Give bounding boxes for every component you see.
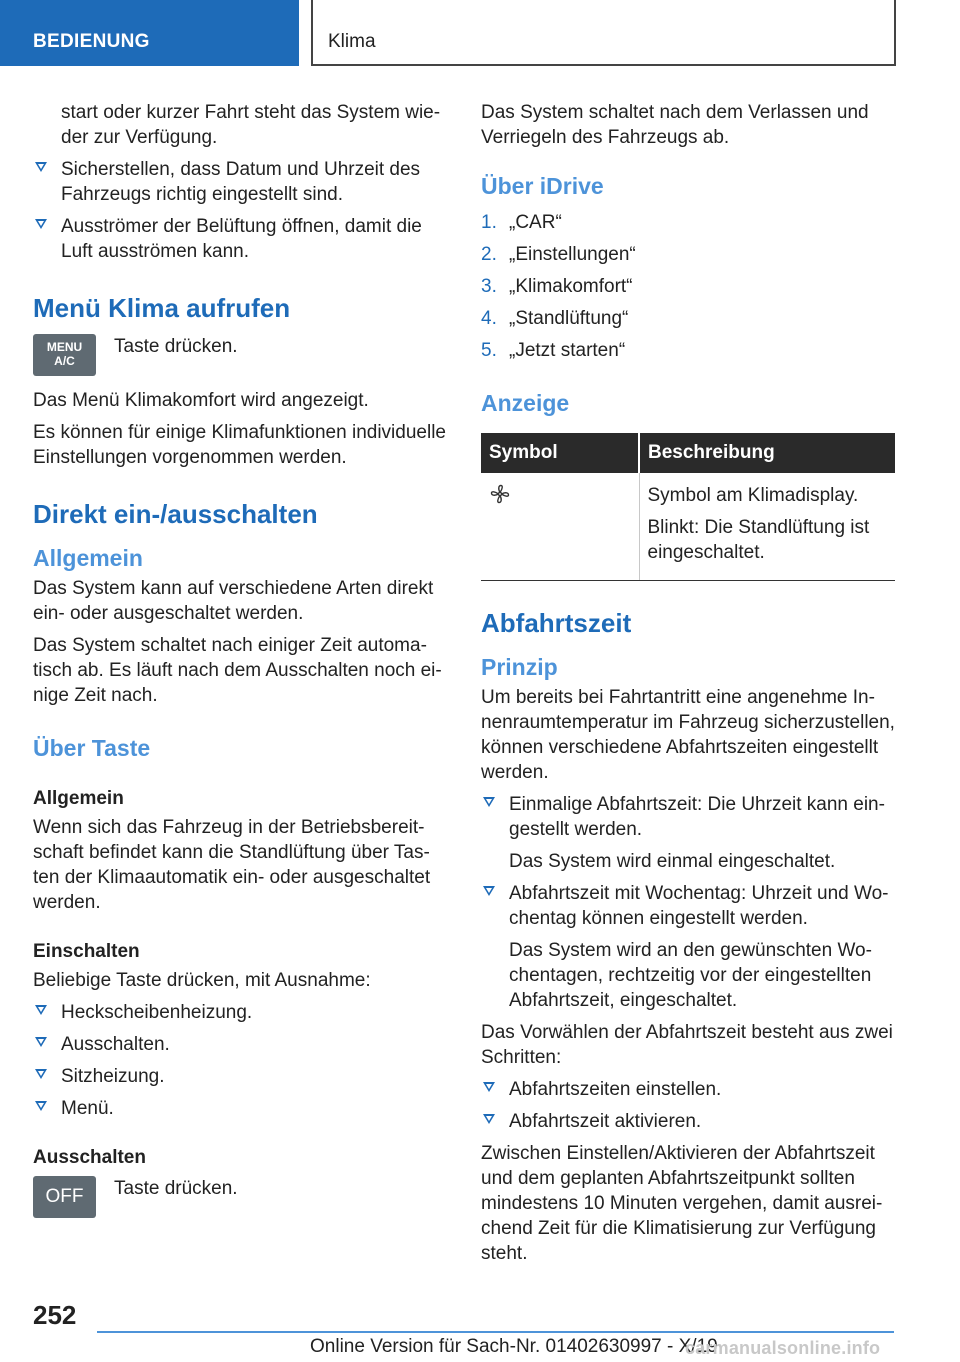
page-number: 252 [33, 1300, 77, 1330]
list-item-subtext: Das System wird an den gewünschten Wo-chentagen, rechtzeitig vor der eingestellten Abfahrtszeit, eingeschaltet. [509, 940, 872, 1011]
paragraph: Um bereits bei Fahrtantritt eine angenehme In-nenraumtemperatur im Fahrzeug sicherzustellen, können verschiedene Abfahrtszeiten eingestellt werden. [481, 687, 895, 783]
paragraph: Blinkt: Die Standlüftung ist eingeschaltet. [647, 517, 870, 563]
paragraph: Symbol am Klimadisplay. [647, 485, 859, 506]
step-number: 2. [481, 244, 497, 265]
step-text: „CAR“ [509, 212, 562, 233]
list-item [33, 157, 447, 207]
key-instruction: Taste drücken. [114, 336, 238, 357]
paragraph: Das System schaltet nach einiger Zeit automa-tisch ab. Es läuft nach dem Ausschalten noch ei-nige Zeit nach. [33, 635, 442, 706]
step-number: 5. [481, 340, 497, 361]
list-item [33, 100, 447, 150]
triangle-bullet-icon [35, 1101, 47, 1111]
subheading-allgemein: Allgemein [33, 545, 143, 571]
list-item-text: Abfahrtszeit mit Wochentag: Uhrzeit und Wo-chentag können eingestellt werden. [509, 883, 889, 929]
list-item [481, 306, 895, 331]
online-version-text: Online Version für Sach-Nr. 01402630997 - X/19 [310, 1336, 718, 1357]
minor-heading-einschalten: Einschalten [33, 941, 140, 962]
idrive-steps [481, 210, 895, 363]
symbol-cell [481, 473, 639, 581]
list-item [481, 338, 895, 363]
step-text: „Einstellungen“ [509, 244, 636, 265]
footer-divider [97, 1331, 894, 1333]
subheading-anzeige: Anzeige [481, 390, 570, 416]
triangle-bullet-icon [35, 1005, 47, 1015]
paragraph: Das Vorwählen der Abfahrtszeit besteht aus zwei Schritten: [481, 1022, 893, 1068]
chapter-title: Klima [311, 0, 896, 66]
list-item-text: Ausschalten. [61, 1034, 170, 1055]
triangle-bullet-icon [35, 1069, 47, 1079]
symbol-table [481, 433, 895, 581]
section-tab: BEDIENUNG [0, 0, 299, 66]
paragraph: Zwischen Einstellen/Aktivieren der Abfahrtszeit und dem geplanten Abfahrtszeitpunkt sollten mindestens 10 Minuten vergehen, damit ausrei-chend Zeit für die Klimatisierung zur Verfügung steht. [481, 1143, 883, 1264]
step-text: „Standlüftung“ [509, 308, 629, 329]
triangle-bullet-icon [483, 886, 495, 896]
paragraph: Beliebige Taste drücken, mit Ausnahme: [33, 970, 371, 991]
off-key-icon: OFF [33, 1176, 96, 1218]
departure-types-list [481, 792, 895, 1013]
list-item-text: Einmalige Abfahrtszeit: Die Uhrzeit kann ein-gestellt werden. [509, 794, 885, 840]
key-instruction: Taste drücken. [114, 1178, 238, 1199]
list-item [481, 792, 895, 874]
list-item [33, 1064, 447, 1089]
table-row [481, 473, 895, 581]
list-item-text: Heckscheibenheizung. [61, 1002, 253, 1023]
left-column [33, 100, 447, 1230]
step-number: 1. [481, 212, 497, 233]
triangle-bullet-icon [35, 1037, 47, 1047]
right-column [481, 100, 895, 1273]
list-item [33, 1000, 447, 1025]
paragraph: Das System kann auf verschiedene Arten direkt ein- oder ausgeschaltet werden. [33, 578, 434, 624]
key-label: A/C [54, 354, 75, 368]
step-text: „Jetzt starten“ [509, 340, 626, 361]
list-item-text: Abfahrtszeiten einstellen. [509, 1079, 722, 1100]
intro-list [33, 100, 447, 264]
off-key-row [33, 1176, 447, 1218]
fan-icon [489, 483, 511, 505]
exception-list [33, 1000, 447, 1121]
triangle-bullet-icon [483, 1114, 495, 1124]
paragraph: Wenn sich das Fahrzeug in der Betriebsbereit-schaft befindet kann die Standlüftung über Tas-ten der Klimaautomatik ein- oder ausgeschaltet werden. [33, 817, 431, 913]
step-number: 4. [481, 308, 497, 329]
paragraph: Es können für einige Klimafunktionen individuelle Einstellungen vorgenommen werden. [33, 422, 446, 468]
heading-abfahrtszeit: Abfahrtszeit [481, 608, 632, 638]
list-item [33, 1096, 447, 1121]
list-item [481, 242, 895, 267]
list-item-text: Sitzheizung. [61, 1066, 165, 1087]
paragraph: Das Menü Klimakomfort wird angezeigt. [33, 390, 369, 411]
list-item-text: Sicherstellen, dass Datum und Uhrzeit des Fahrzeugs richtig eingestellt sind. [61, 159, 421, 205]
minor-heading-ausschalten: Ausschalten [33, 1147, 146, 1168]
list-item [481, 274, 895, 299]
list-item-text: Ausströmer der Belüftung öffnen, damit die Luft ausströmen kann. [61, 216, 422, 262]
triangle-bullet-icon [483, 797, 495, 807]
key-label: MENU [46, 340, 83, 354]
minor-heading-allgemein: Allgemein [33, 788, 124, 809]
column-header-symbol: Symbol [481, 433, 639, 473]
triangle-bullet-icon [35, 219, 47, 229]
table-header-row [481, 433, 895, 473]
list-item-text: start oder kurzer Fahrt steht das System wie-der zur Verfügung. [61, 102, 441, 148]
list-item [33, 214, 447, 264]
watermark: carmanualsonline.info [685, 1338, 881, 1358]
list-item-subtext: Das System wird einmal eingeschaltet. [509, 851, 836, 872]
heading-direkt: Direkt ein-/ausschalten [33, 499, 318, 529]
list-item-text: Menü. [61, 1098, 114, 1119]
description-cell [639, 473, 895, 581]
step-number: 3. [481, 276, 497, 297]
subheading-ueber-taste: Über Taste [33, 735, 151, 761]
column-header-description: Beschreibung [639, 433, 895, 473]
triangle-bullet-icon [483, 1082, 495, 1092]
step-text: „Klimakomfort“ [509, 276, 633, 297]
list-item [481, 881, 895, 1013]
heading-menu-klima: Menü Klima aufrufen [33, 293, 291, 323]
subheading-prinzip: Prinzip [481, 654, 558, 680]
list-item-text: Abfahrtszeit aktivieren. [509, 1111, 702, 1132]
paragraph: Das System schaltet nach dem Verlassen und Verriegeln des Fahrzeugs ab. [481, 102, 869, 148]
steps-list [481, 1077, 895, 1134]
triangle-bullet-icon [35, 162, 47, 172]
subheading-ueber-idrive: Über iDrive [481, 173, 604, 199]
list-item [481, 1109, 895, 1134]
list-item [33, 1032, 447, 1057]
menu-ac-key-icon [33, 334, 96, 376]
menu-key-row [33, 334, 447, 376]
list-item [481, 210, 895, 235]
list-item [481, 1077, 895, 1102]
